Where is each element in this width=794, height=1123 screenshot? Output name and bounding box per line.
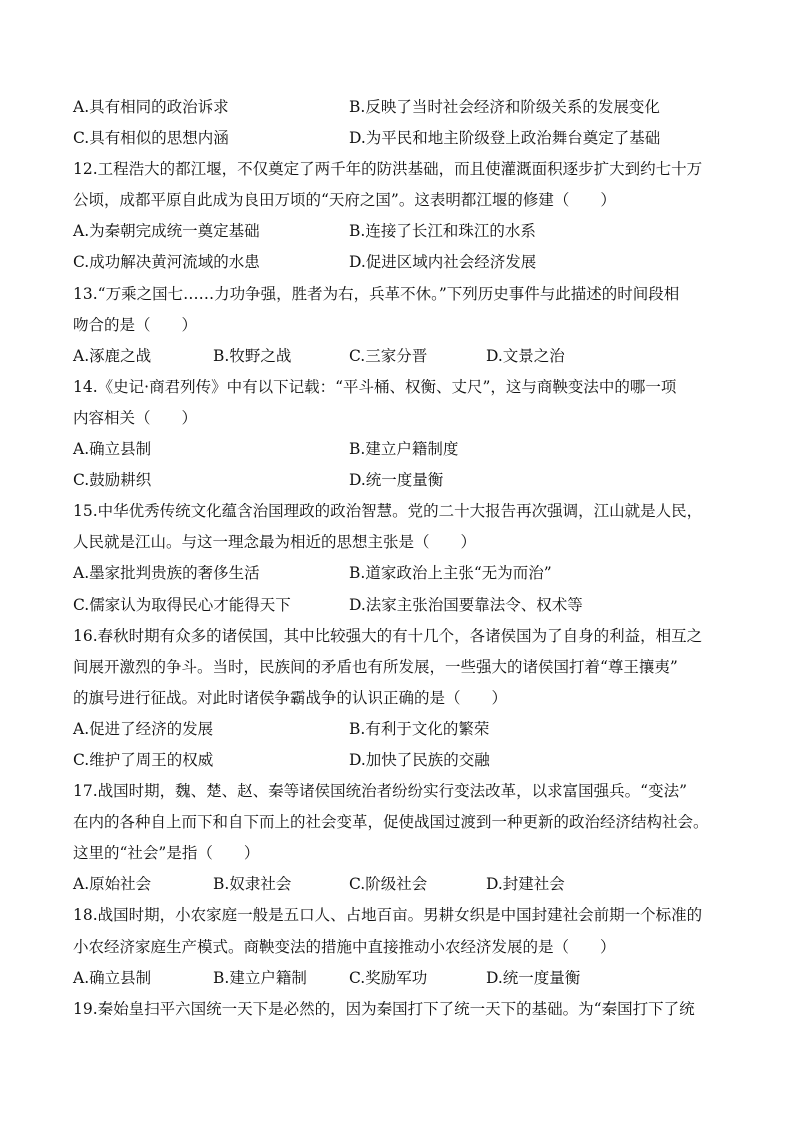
option-b: B.连接了长江和珠江的水系 bbox=[349, 222, 536, 241]
option-b: B.建立户籍制 bbox=[213, 968, 307, 987]
option-c: C.维护了周王的权威 bbox=[73, 750, 214, 769]
option-a: A.涿鹿之战 bbox=[73, 346, 152, 365]
option-c: C.成功解决黄河流域的水患 bbox=[73, 253, 260, 272]
question-stem: 12.工程浩大的都江堰，不仅奠定了两千年的防洪基础，而且使灌溉面积逐步扩大到约七十万 bbox=[73, 160, 703, 179]
option-d: D.封建社会 bbox=[486, 875, 565, 894]
question-stem: 吻合的是（ ） bbox=[73, 315, 198, 334]
option-d: D.促进区域内社会经济发展 bbox=[349, 253, 537, 272]
question-stem: 13.“万乘之国七……力功争强，胜者为右，兵革不休。”下列历史事件与此描述的时间段相 bbox=[73, 284, 680, 303]
option-d: D.加快了民族的交融 bbox=[349, 750, 490, 769]
options-row bbox=[73, 341, 733, 372]
option-b: B.建立户籍制度 bbox=[349, 440, 459, 459]
options-row bbox=[73, 558, 733, 589]
question-stem: 17.战国时期，魏、楚、赵、秦等诸侯国统治者纷纷实行变法改革，以求富国强兵。“变法” bbox=[73, 782, 688, 801]
option-d: D.统一度量衡 bbox=[349, 471, 444, 490]
option-a: A.墨家批判贵族的奢侈生活 bbox=[73, 564, 260, 583]
question-stem: 间展开激烈的争斗。当时，民族间的矛盾也有所发展，一些强大的诸侯国打着“尊王攘夷” bbox=[73, 657, 678, 676]
option-c: C.具有相似的思想内涵 bbox=[73, 129, 229, 148]
question-stem: 内容相关（ ） bbox=[73, 408, 198, 427]
options-row bbox=[73, 247, 733, 278]
options-row bbox=[73, 123, 733, 154]
options-row bbox=[73, 92, 733, 123]
question-stem: 15.中华优秀传统文化蕴含治国理政的政治智慧。党的二十大报告再次强调，江山就是人民， bbox=[73, 502, 703, 521]
option-b: B.有利于文化的繁荣 bbox=[349, 719, 490, 738]
option-a: A.具有相同的政治诉求 bbox=[73, 98, 229, 116]
question-stem: 16.春秋时期有众多的诸侯国，其中比较强大的有十几个，各诸侯国为了自身的利益，相互之 bbox=[73, 626, 703, 645]
question-stem: 14.《史记·商君列传》中有以下记载：“平斗桶、权衡、丈尺”，这与商鞅变法中的哪一项 bbox=[73, 377, 677, 396]
option-c: C.鼓励耕织 bbox=[73, 471, 152, 490]
question-stem: 19.秦始皇扫平六国统一天下是必然的，因为秦国打下了统一天下的基础。为“秦国打下了统 bbox=[73, 999, 695, 1018]
option-a: A.为秦朝完成统一奠定基础 bbox=[73, 222, 260, 241]
options-row bbox=[73, 714, 733, 745]
question-stem: 的旗号进行征战。对此时诸侯争霸战争的认识正确的是（ ） bbox=[73, 688, 508, 707]
option-a: A.确立县制 bbox=[73, 440, 152, 459]
question-stem: 公顷，成都平原自此成为良田万顷的“天府之国”。这表明都江堰的修建（ ） bbox=[73, 191, 616, 210]
option-c: C.儒家认为取得民心才能得天下 bbox=[73, 595, 291, 614]
exam-page bbox=[73, 92, 733, 1025]
option-b: B.道家政治上主张“无为而治” bbox=[349, 564, 552, 583]
options-row bbox=[73, 963, 733, 994]
question-stem: 人民就是江山。与这一理念最为相近的思想主张是（ ） bbox=[73, 533, 477, 552]
option-c: C.三家分晋 bbox=[349, 346, 428, 365]
option-d: D.法家主张治国要靠法令、权术等 bbox=[349, 595, 583, 614]
options-row bbox=[73, 465, 733, 496]
options-row bbox=[73, 745, 733, 776]
option-c: C.奖励军功 bbox=[349, 968, 428, 987]
option-a: A.原始社会 bbox=[73, 875, 152, 894]
question-stem: 18.战国时期，小农家庭一般是五口人、占地百亩。男耕女织是中国封建社会前期一个标准的 bbox=[73, 906, 703, 925]
option-d: D.统一度量衡 bbox=[486, 968, 581, 987]
option-b: B.牧野之战 bbox=[213, 346, 292, 365]
option-a: A.促进了经济的发展 bbox=[73, 719, 214, 738]
option-d: D.为平民和地主阶级登上政治舞台奠定了基础 bbox=[349, 129, 661, 148]
options-row bbox=[73, 434, 733, 465]
option-c: C.阶级社会 bbox=[349, 875, 428, 894]
option-a: A.确立县制 bbox=[73, 968, 152, 987]
option-b: B.奴隶社会 bbox=[213, 875, 292, 894]
question-stem: 在内的各种自上而下和自下而上的社会变革，促使战国过渡到一种更新的政治经济结构社会。 bbox=[73, 813, 709, 832]
question-stem: 这里的“社会”是指（ ） bbox=[73, 844, 260, 863]
option-d: D.文景之治 bbox=[486, 346, 565, 365]
options-row bbox=[73, 590, 733, 621]
question-stem: 小农经济家庭生产模式。商鞅变法的措施中直接推动小农经济发展的是（ ） bbox=[73, 937, 616, 956]
options-row bbox=[73, 216, 733, 247]
options-row bbox=[73, 869, 733, 900]
option-b: B.反映了当时社会经济和阶级关系的发展变化 bbox=[349, 98, 660, 116]
